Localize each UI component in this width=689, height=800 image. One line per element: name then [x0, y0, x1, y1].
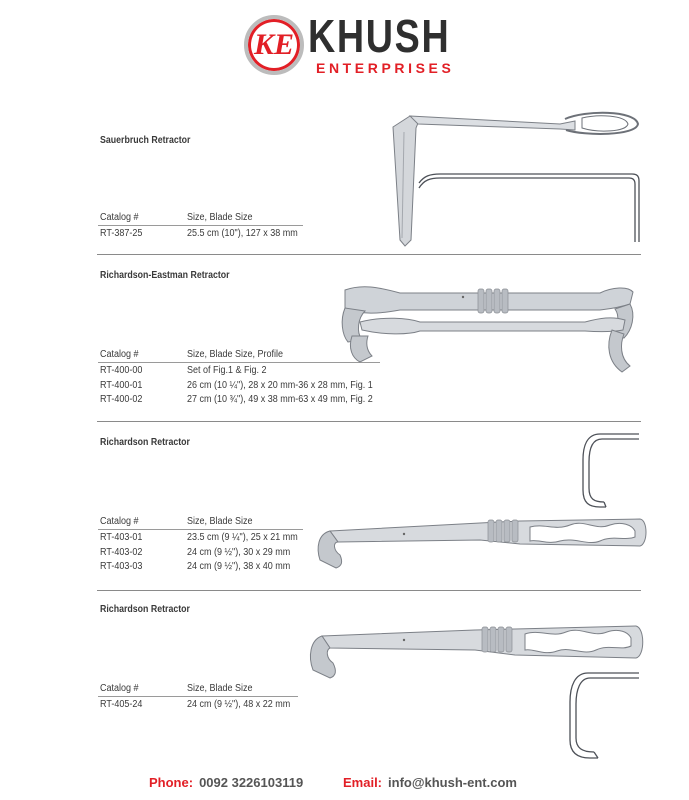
size-cell: 24 cm (9 ½"), 30 x 29 mm: [187, 547, 291, 558]
email-label: Email:: [343, 775, 383, 790]
section-title-richardson: Richardson Retractor: [100, 437, 190, 448]
col-header-size: Size, Blade Size, Profile: [187, 349, 284, 360]
size-cell: 26 cm (10 ¼"), 28 x 20 mm-36 x 28 mm, Fig. 1: [187, 380, 373, 391]
catalog-cell: RT-400-02: [100, 394, 143, 405]
size-cell: 24 cm (9 ½"), 38 x 40 mm: [187, 561, 291, 572]
section-title-richardson-eastman: Richardson-Eastman Retractor: [100, 270, 230, 281]
catalog-cell: RT-403-03: [100, 561, 143, 572]
col-header-catalog: Catalog #: [100, 683, 139, 694]
col-header-catalog: Catalog #: [100, 516, 139, 527]
section-title-richardson: Richardson Retractor: [100, 604, 190, 615]
catalog-cell: RT-400-01: [100, 380, 143, 391]
email-address[interactable]: info@khush-ent.com: [388, 775, 517, 790]
col-header-size: Size, Blade Size: [187, 683, 253, 694]
size-cell: 27 cm (10 ¾"), 49 x 38 mm-63 x 49 mm, Fig. 2: [187, 394, 373, 405]
size-cell: Set of Fig.1 & Fig. 2: [187, 365, 267, 376]
footer-email: [343, 775, 517, 790]
phone-label: Phone:: [149, 775, 194, 790]
col-header-catalog: Catalog #: [100, 212, 139, 223]
brand-subtitle: ENTERPRISES: [316, 60, 455, 76]
catalog-cell: RT-403-01: [100, 532, 143, 543]
catalog-cell: RT-403-02: [100, 547, 143, 558]
logo-mark: KE: [253, 28, 295, 61]
col-header-catalog: Catalog #: [100, 349, 139, 360]
phone-number[interactable]: 0092 3226103119: [199, 775, 304, 790]
size-cell: 24 cm (9 ½"), 48 x 22 mm: [187, 699, 291, 710]
size-cell: 23.5 cm (9 ¼"), 25 x 21 mm: [187, 532, 298, 543]
catalog-cell: RT-400-00: [100, 365, 143, 376]
size-cell: 25.5 cm (10"), 127 x 38 mm: [187, 228, 298, 239]
section-title-sauerbruch: Sauerbruch Retractor: [100, 135, 191, 146]
footer-phone: [149, 775, 303, 790]
col-header-size: Size, Blade Size: [187, 212, 253, 223]
brand-name: KHUSH: [308, 10, 451, 62]
catalog-cell: RT-387-25: [100, 228, 143, 239]
col-header-size: Size, Blade Size: [187, 516, 253, 527]
catalog-cell: RT-405-24: [100, 699, 143, 710]
